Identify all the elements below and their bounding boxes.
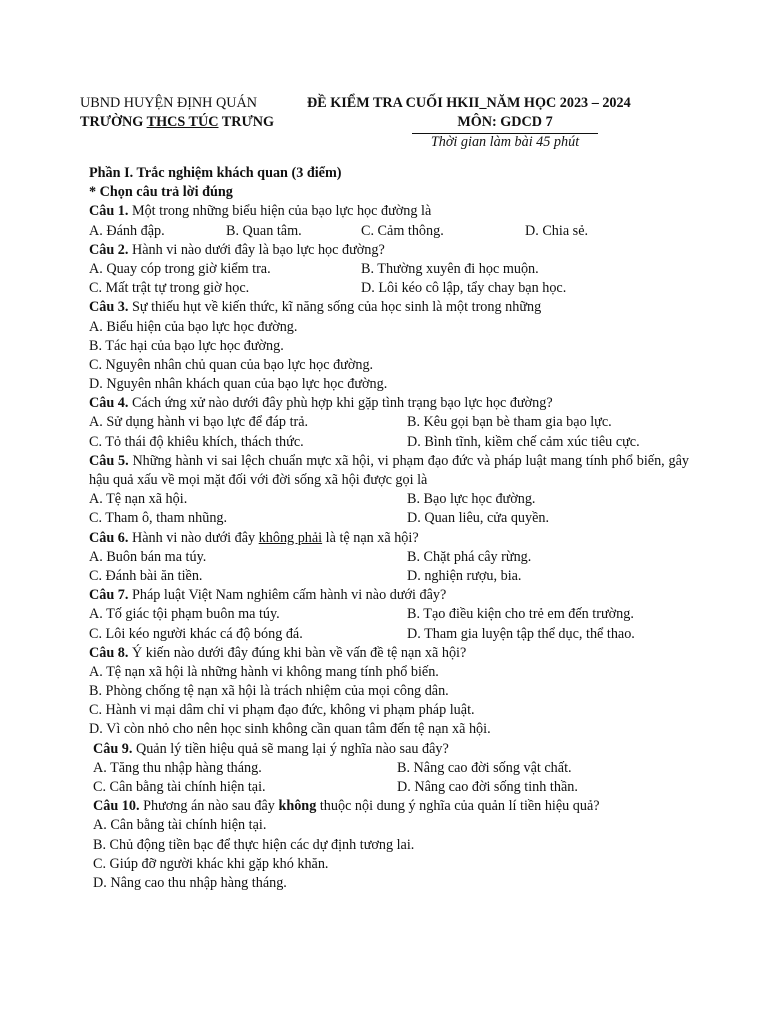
option-b: B. Nâng cao đời sống vật chất. — [397, 759, 572, 776]
exam-subject: MÔN: GDCD 7 — [412, 113, 598, 134]
option-b: B. Chặt phá cây rừng. — [407, 548, 532, 565]
option-b: B. Phòng chống tệ nạn xã hội là trách nhiệm của mọi công dân. — [89, 683, 449, 700]
question-4-options-ab — [89, 413, 689, 432]
option-a: A. Tệ nạn xã hội là những hành vi không mang tính phổ biến. — [89, 663, 439, 680]
option-a: A. Quay cóp trong giờ kiểm tra. — [89, 260, 271, 277]
option-c: C. Hành vi mại dâm chỉ vi phạm đạo đức, không vi phạm pháp luật. — [89, 702, 475, 719]
question-9-options-cd — [93, 778, 689, 797]
question-4-options-cd — [89, 433, 689, 452]
question-5-options-ab — [89, 490, 689, 509]
question-2: Câu 2. Hành vi nào dưới đây là bạo lực học đường? — [89, 241, 385, 258]
option-a: A. Tăng thu nhập hàng tháng. — [93, 759, 262, 776]
option-d: D. Lôi kéo cô lập, tẩy chay bạn học. — [361, 280, 567, 297]
exam-title: ĐỀ KIỂM TRA CUỐI HKII_NĂM HỌC 2023 – 2024 — [307, 95, 631, 111]
option-a: A. Tệ nạn xã hội. — [89, 491, 188, 508]
question-6: Câu 6. Hành vi nào dưới đây không phải là tệ nạn xã hội? — [89, 529, 419, 546]
option-c: C. Nguyên nhân chủ quan của bạo lực học đường. — [89, 356, 374, 373]
option-c: C. Mất trật tự trong giờ học. — [89, 280, 250, 297]
school-name: TRƯỜNG THCS TÚC TRƯNG — [80, 114, 275, 130]
question-7-options-cd — [89, 625, 689, 644]
option-c: C. Tham ô, tham nhũng. — [89, 510, 228, 527]
option-c: C. Lôi kéo người khác cá độ bóng đá. — [89, 625, 303, 642]
question-6-options-ab — [89, 548, 689, 567]
question-5-options-cd — [89, 509, 689, 528]
option-c: C. Cân bằng tài chính hiện tại. — [93, 779, 266, 796]
option-b: B. Thường xuyên đi học muộn. — [361, 260, 539, 277]
exam-content — [89, 164, 689, 893]
option-b: B. Bạo lực học đường. — [407, 491, 536, 508]
question-3: Câu 3. Sự thiếu hụt về kiến thức, kĩ năng sống của học sinh là một trong những — [89, 299, 542, 316]
question-1-options — [89, 222, 689, 241]
option-a: A. Biểu hiện của bạo lực học đường. — [89, 318, 298, 335]
question-6-options-cd — [89, 567, 689, 586]
question-10: Câu 10. Phương án nào sau đây không thuộc nội dung ý nghĩa của quản lí tiền hiệu quả? — [93, 798, 600, 815]
option-b: B. Chủ động tiền bạc để thực hiện các dự định tương lai. — [93, 836, 415, 853]
option-d: D. Bình tĩnh, kiềm chế cảm xúc tiêu cực. — [407, 433, 640, 450]
option-d: D. Quan liêu, cửa quyền. — [407, 510, 550, 527]
section-instruction: * Chọn câu trả lời đúng — [89, 184, 233, 201]
option-a: A. Tố giác tội phạm buôn ma túy. — [89, 606, 280, 623]
option-d: D. Nguyên nhân khách quan của bạo lực học đường. — [89, 376, 388, 393]
option-c: C. Đánh bài ăn tiền. — [89, 567, 203, 584]
question-4: Câu 4. Cách ứng xử nào dưới đây phù hợp khi gặp tình trạng bạo lực học đường? — [89, 395, 553, 412]
option-b: B. Kêu gọi bạn bè tham gia bạo lực. — [407, 414, 612, 431]
option-c: C. Giúp đỡ người khác khi gặp khó khăn. — [93, 855, 329, 872]
question-9: Câu 9. Quản lý tiền hiệu quả sẽ mang lại ý nghĩa nào sau đây? — [93, 740, 449, 757]
exam-duration: Thời gian làm bài 45 phút — [430, 134, 580, 150]
option-d: D. Chia sẻ. — [525, 222, 589, 239]
option-b: B. Tác hại của bạo lực học đường. — [89, 337, 284, 354]
option-b: B. Quan tâm. — [226, 222, 302, 239]
question-8: Câu 8. Ý kiến nào dưới đây đúng khi bàn về vấn đề tệ nạn xã hội? — [89, 644, 467, 661]
option-d: D. nghiện rượu, bia. — [407, 567, 522, 584]
question-2-options-cd — [89, 279, 689, 298]
option-d: D. Tham gia luyện tập thể dục, thể thao. — [407, 625, 635, 642]
question-7-options-ab — [89, 605, 689, 624]
question-2-options-ab — [89, 260, 689, 279]
question-5: Câu 5. Những hành vi sai lệch chuẩn mực xã hội, vi phạm đạo đức và pháp luật mang tính phổ biến, gây hậu quả xấu về mọi mặt đối với đời sống xã hội được gọi là — [89, 452, 689, 489]
question-7: Câu 7. Pháp luật Việt Nam nghiêm cấm hành vi nào dưới đây? — [89, 587, 447, 604]
section-title: Phần I. Trắc nghiệm khách quan (3 điểm) — [89, 165, 342, 181]
option-d: D. Vì còn nhỏ cho nên học sinh không cần quan tâm đến tệ nạn xã hội. — [89, 721, 491, 738]
option-a: A. Đánh đập. — [89, 222, 165, 239]
option-a: A. Sử dụng hành vi bạo lực để đáp trả. — [89, 414, 309, 431]
option-a: A. Cân bằng tài chính hiện tại. — [93, 817, 267, 834]
option-d: D. Nâng cao đời sống tinh thần. — [397, 779, 578, 796]
option-c: C. Cảm thông. — [361, 222, 444, 239]
option-a: A. Buôn bán ma túy. — [89, 548, 207, 565]
school-district: UBND HUYỆN ĐỊNH QUÁN — [80, 95, 257, 111]
option-d: D. Nâng cao thu nhập hàng tháng. — [93, 874, 287, 891]
question-1: Câu 1. Một trong những biểu hiện của bạo lực học đường là — [89, 203, 432, 220]
option-c: C. Tỏ thái độ khiêu khích, thách thức. — [89, 433, 304, 450]
question-9-options-ab — [93, 759, 689, 778]
option-b: B. Tạo điều kiện cho trẻ em đến trường. — [407, 606, 634, 623]
